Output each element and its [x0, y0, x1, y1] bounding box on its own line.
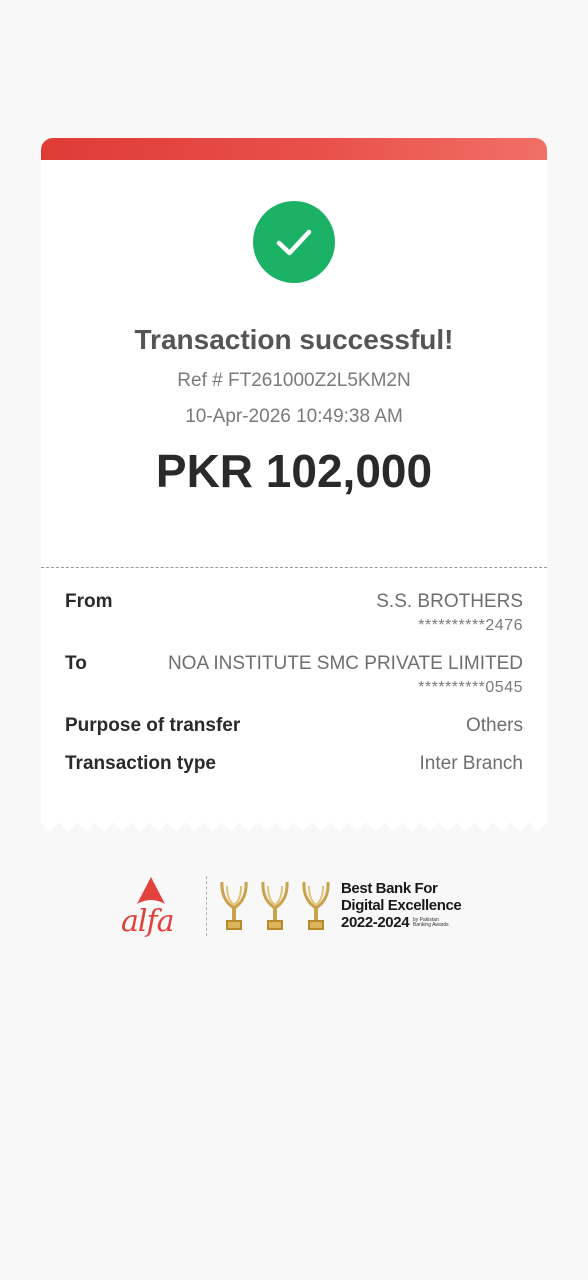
trophy-icon	[299, 878, 333, 934]
reference-number: Ref # FT261000Z2L5KM2N	[177, 370, 411, 391]
award-years: 2022-2024	[341, 914, 410, 931]
bank-footer	[118, 872, 478, 942]
type-label: Transaction type	[65, 753, 216, 774]
receipt-body	[41, 160, 547, 832]
award-by: by Pakistan Banking Awards	[412, 917, 449, 929]
from-account-number: **********2476	[418, 617, 523, 634]
trophy-icon	[258, 878, 292, 934]
purpose-label: Purpose of transfer	[65, 715, 241, 736]
transaction-status-title: Transaction successful!	[134, 324, 454, 355]
check-icon	[253, 201, 335, 283]
footer-separator	[206, 876, 207, 936]
alfa-logo	[118, 874, 184, 940]
award-text	[341, 880, 461, 931]
transaction-amount: PKR 102,000	[155, 445, 433, 497]
purpose-value: Others	[465, 715, 523, 736]
alfa-logo-text: alfa	[121, 904, 174, 939]
to-value: NOA INSTITUTE SMC PRIVATE LIMITED	[167, 653, 523, 674]
to-account-number: **********0545	[418, 679, 523, 696]
award-line-1: Best Bank For	[341, 880, 438, 897]
to-label: To	[65, 653, 87, 674]
receipt-header-bar	[41, 138, 547, 162]
trophy-icon	[217, 878, 251, 934]
dashed-divider	[41, 567, 547, 568]
from-label: From	[65, 591, 113, 612]
award-line-2: Digital Excellence	[341, 897, 462, 914]
from-value: S.S. BROTHERS	[376, 591, 523, 612]
type-value: Inter Branch	[419, 753, 523, 774]
transaction-receipt	[41, 138, 547, 832]
transaction-datetime: 10-Apr-2026 10:49:38 AM	[185, 406, 403, 427]
